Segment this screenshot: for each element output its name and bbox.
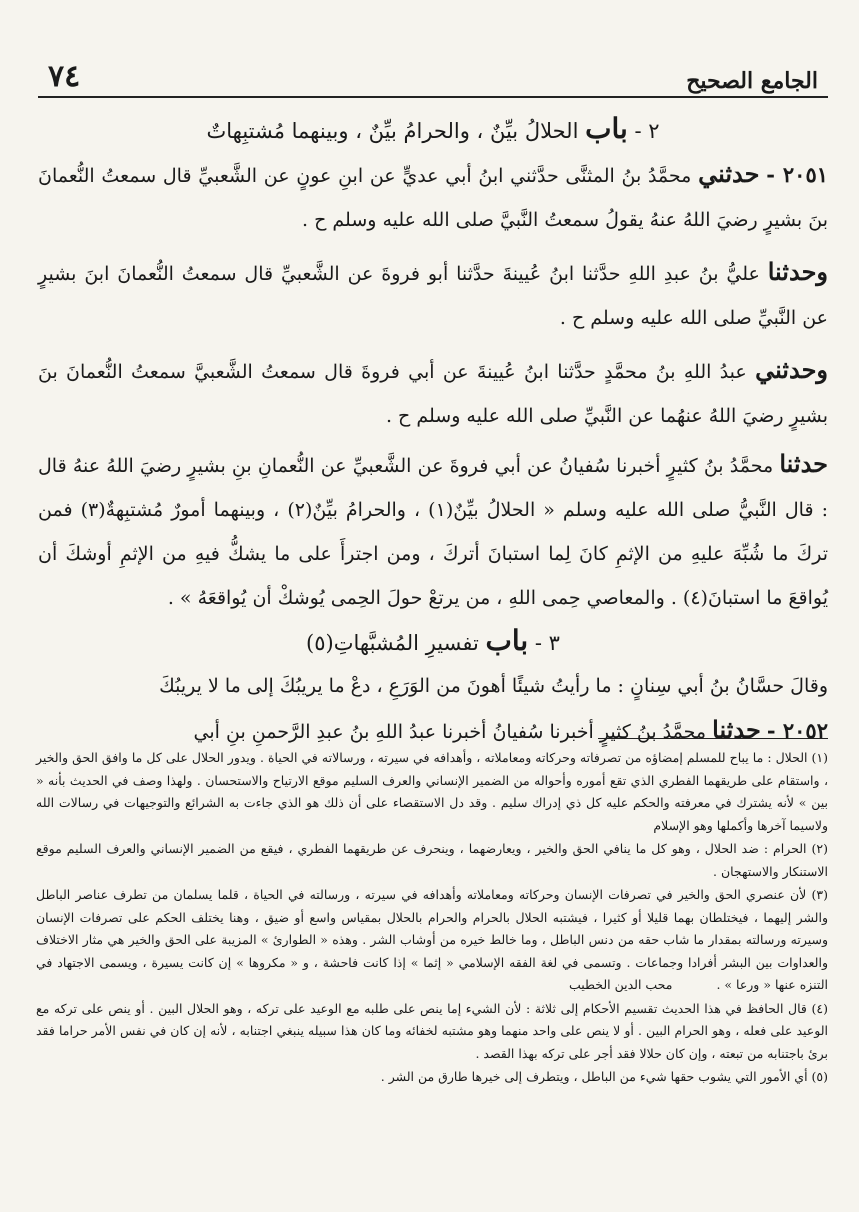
- isnad-text: عبدُ اللهِ بنُ محمَّدٍ حدَّثنا ابنُ عُيينةَ عن أبي فروةَ قال سمعتُ الشَّعبيَّ سمعتُ النُّعمانَ بنَ بشيرٍ رضيَ اللهُ عنهُما عن النَّبيِّ صلى الله عليه وسلم ح .: [38, 361, 828, 427]
- chapter-number: ٣ -: [534, 631, 560, 655]
- chapter-title: تفسيرِ المُشبَّهاتِ(٥): [306, 631, 479, 655]
- hadith-text: محمَّدُ بنُ كثيرٍ أخبرنا سُفيانُ عن أبي فروةَ عن الشَّعبيِّ عن النُّعمانِ بنِ بشيرٍ رضيَ اللهُ عنهُ قال : قال النَّبيُّ صلى الله عليه وسلم « الحلالُ بيِّنٌ(١) ، والحرامُ بيِّنٌ(٢) ، وبينهما أمورٌ مُشتبِهةٌ(٣) فمن تركَ ما شُبِّهَ عليهِ من الإثمِ كانَ لِما استبانَ أتركَ ، ومن اجترأَ على ما يشكُّ فيهِ من الإثمِ أوشكَ أن يُواقعَ ما استبانَ(٤) . والمعاصي حِمى اللهِ ، من يرتعْ حولَ الحِمى يُوشكْ أن يُواقعَهُ » .: [38, 455, 828, 609]
- chapter-keyword: باب: [485, 624, 529, 657]
- footnote-1: (١) الحلال : ما يباح للمسلم إمضاؤه من تصرفاته وحركاته ومعاملاته ، وأهدافه في سيرته ، ورسالاته في الحياة . ويدور الحلال على كل ما وافق الحق والخير ، واستقام على طريقهما الفطري الذي تقع أموره وأحواله من الضمير الإنساني والعرف السليم موقع الارتياح والاستحسان . ولهذا وصف في الحديث بأنه « بين » لأنه يشترك في معرفته والحكم عليه كل ذي إدراك سليم . وقد دل الاستقصاء على أن ذلك هو الذي جاءت به الشرائع والتوجيهات في رسالات الله ولاسيما آخرها وأكملها وهو الإسلام: [36, 750, 828, 833]
- page-body: [38, 48, 828, 754]
- page-header: [38, 48, 828, 98]
- chapter-keyword: باب: [585, 112, 628, 145]
- footnote-signature: محب الدين الخطيب: [568, 977, 673, 992]
- chapter-title: الحلالُ بيِّنٌ ، والحرامُ بيِّنٌ ، وبينهما مُشتبِهاتٌ: [206, 119, 579, 143]
- chapter-heading-2: [38, 112, 828, 148]
- footnote-4: (٤) قال الحافظ في هذا الحديث تقسيم الأحكام إلى ثلاثة : لأن الشيء إما ينص على طلبه مع الوعيد على تركه ، وهو الحلال البين . أو ينص على تركه مع الوعيد على فعله ، وهو الحرام البين . أو لا ينص على واحد منهما وهو مشتبه لخفائه وما كان هذا سبيله ينبغي اجتنابه ، لأنه إن كان في نفس الأمر حراما فقد برئ باجتنابه من تبعته ، وإن كان حلالا فقد أجر على تركه بهذا القصد .: [36, 1000, 828, 1061]
- hadith-number: ٢٠٥١ -: [766, 162, 829, 187]
- isnad-paragraph-1: [38, 250, 828, 340]
- hadith-text: محمَّدُ بنُ كثيرٍ أخبرنا سُفيانُ أخبرنا عبدُ اللهِ بنُ عبدِ الرَّحمنِ بنِ أبي: [193, 721, 707, 743]
- hadith-matn: [38, 442, 828, 620]
- footnote-divider: [598, 738, 828, 739]
- book-title: الجامع الصحيح: [686, 68, 818, 94]
- hadith-number: ٢٠٥٢ -: [766, 718, 828, 743]
- page-number: ٧٤: [48, 59, 81, 94]
- hadith-text: محمَّدُ بنُ المثنَّى حدَّثني ابنُ أبي عديٍّ عن ابنِ عونٍ عن الشَّعبيِّ قال سمعتُ النُّعمانَ بنَ بشيرٍ رضيَ اللهُ عنهُ يقولُ سمعتُ النَّبيَّ صلى الله عليه وسلم ح .: [38, 165, 828, 231]
- footnote-3-text: (٣) لأن عنصري الحق والخير في تصرفات الإنسان وحركاته ومعاملاته وأهدافه في سيرته ، ورسالته في الحياة ، قلما يسلمان من تطرف عناصر الباطل والشر إليهما ، فيختلطان بهما قليلا أو كثيرا ، فيشتبه الحلال بالحرام والحرام بالحلال بمقياس واسع أو ضيق ، وهنا يختلف الحكم على تصرفات الإنسان وسيرته ورسالته بمقدار ما شاب حقه من دنس الباطل ، وما خالط خيره من أوشاب الشر . وهذه « الطوارئ » المزيبة على الحق والخير هي مثار الاختلاف والعداوات بين البشر أفرادا وجماعات . وتسمى في لغة الفقه الإسلامي « إثما » إذا كانت فاحشة ، و « مكروها » إن كانت يسيرة ، ويسمى الاجتهاد في التنزه عنها « ورعا » .: [36, 887, 828, 992]
- footnote-3: [36, 884, 828, 997]
- isnad-lead-word: وحدثنا: [767, 257, 828, 286]
- hadith-2051: [38, 152, 828, 242]
- hadith-lead-word: حدثنا: [712, 715, 761, 744]
- hadith-lead-word: حدثني: [698, 159, 760, 188]
- chapter-heading-3: [38, 624, 828, 660]
- isnad-text: عليُّ بنُ عبدِ اللهِ حدَّثنا ابنُ عُيينةَ حدَّثنا أبو فروةَ عن الشَّعبيِّ قال سمعتُ النُّعمانَ ابنَ بشيرٍ عن النَّبيِّ صلى الله عليه وسلم ح .: [38, 263, 828, 329]
- footnote-5: (٥) أي الأمور التي يشوب حقها شيء من الباطل ، ويتطرف إلى خيرها طارق من الشر .: [380, 1069, 828, 1084]
- hadith-lead-word: حدثنا: [779, 449, 828, 478]
- footnote-2: (٢) الحرام : ضد الحلال ، وهو كل ما ينافي الحق والخير ، ويعارضهما ، وينحرف عن طريقهما الفطري ، فيقع من الضمير الإنساني والعرف السليم موقع الاستنكار والاستهجان .: [36, 841, 828, 879]
- saying-text: وقالَ حسَّانُ بنُ أبي سِنانٍ : ما رأيتُ شيئًا أهونَ من الوَرَعِ ، دعْ ما يريبُكَ إلى ما لا يريبُكَ: [159, 675, 828, 697]
- isnad-lead-word: وحدثني: [755, 355, 829, 384]
- hassan-saying: [38, 664, 828, 708]
- chapter-number: ٢ -: [634, 119, 660, 143]
- footnotes: [36, 738, 828, 1090]
- isnad-paragraph-2: [38, 348, 828, 438]
